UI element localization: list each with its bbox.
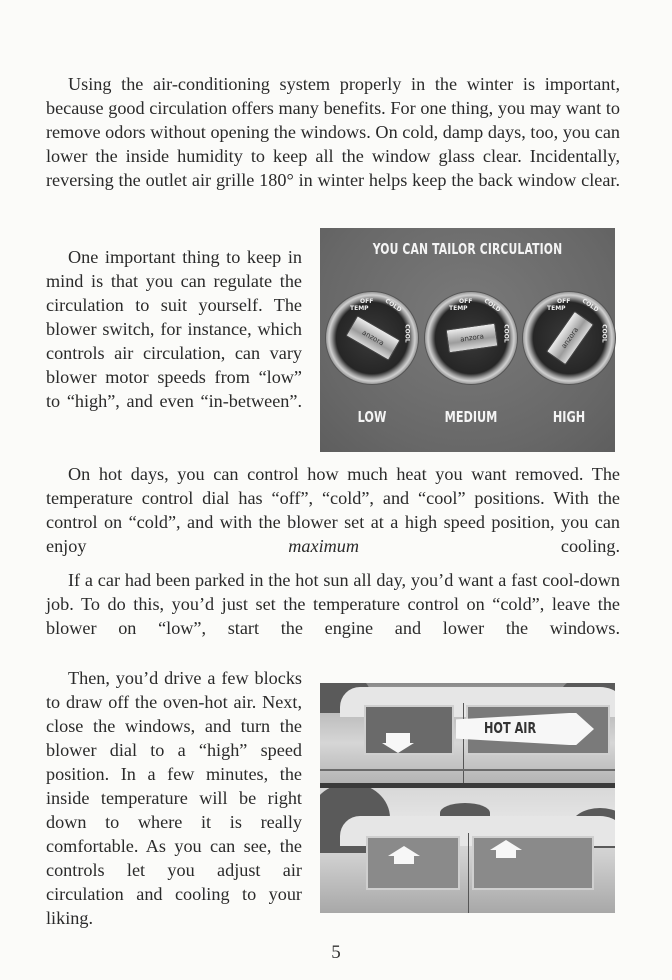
emphasis-maximum: maximum [288,536,360,556]
figure-blower-dials [320,228,615,452]
dial-off-marking: OFF [459,298,473,305]
dial-cool-marking: COOL [403,324,411,343]
dial-cold-marking: COLD [482,297,502,314]
arrow-up-icon [490,840,522,850]
car-photo-windows-down [320,683,615,783]
arrow-up-icon-stem [496,850,516,858]
dial-off-marking: OFF [360,298,374,305]
dial-cool-marking: COOL [600,324,608,343]
arrow-up-icon-stem [394,856,414,864]
dial-cold-marking: COLD [383,297,403,314]
dial-temp-marking: TEMP [350,305,369,312]
dial-low [326,292,418,384]
figure-car-airflow [320,683,615,913]
paragraph-hot-days-end: cooling. [359,536,620,556]
door-seam [468,833,469,913]
arrow-up-icon [388,846,420,856]
dial-label-low: LOW [357,408,387,426]
car-photo-windows-up [320,788,615,913]
dial-cool-marking: COOL [502,324,510,343]
paragraph-drive-blocks: Then, you’d drive a few blocks to draw off the oven-hot air. Next, close the windows, and turn the blower dial to a “high” speed position. In a few minutes, the inside temperature will be right down to where it is really comfortable. As you can see, the controls let you adjust air circulation and cooling to your liking. [46,668,302,928]
hot-air-label: HOT AIR [484,719,537,737]
dial-off-marking: OFF [557,298,571,305]
dial-high [523,292,615,384]
car-trim [320,769,615,771]
dial-knob: anzora [446,323,499,354]
arrow-down-icon [386,733,410,743]
dial-label-medium: MEDIUM [444,408,498,426]
paragraph-regulate-circulation: One important thing to keep in mind is that you can regulate the circulation to suit yourself. The blower switch, for instance, which controls air circulation, can vary blower motor speeds from “low” to “high”, and even “in-between”. [46,247,302,411]
dial-cold-marking: COLD [580,297,600,314]
figure-title: YOU CAN TAILOR CIRCULATION [372,240,563,258]
dial-temp-marking: TEMP [449,305,468,312]
door-seam [463,703,464,783]
paragraph-hot-days-text: On hot days, you can control how much heat you want removed. The temperature control dial has “off”, “cold”, and “cool” positions. With the control on “cold”, and with the blower set at a high speed position, you can enjoy [46,464,620,556]
paragraph-cool-down: If a car had been parked in the hot sun all day, you’d want a fast cool-down job. To do this, you’d just set the temperature control on “cold”, leave the blower on “low”, start the engine and lower the windows. [46,570,620,638]
dial-medium [425,292,517,384]
dial-knob: anzora [345,315,400,361]
dial-label-high: HIGH [552,408,586,426]
page-number: 5 [331,942,341,963]
dial-temp-marking: TEMP [547,305,566,312]
arrow-down-icon-head [382,743,414,753]
dial-knob: anzora [546,311,594,366]
paragraph-hot-days [46,462,620,582]
paragraph-winter-use: Using the air-conditioning system properly in the winter is important, because good circulation offers many benefits. For one thing, you may want to remove odors without opening the windows. On cold, damp days, too, you can lower the inside humidity to keep all the window glass clear. Incidentally, reversing the outlet air grille 180° in winter helps keep the back window clear. [46,74,620,190]
